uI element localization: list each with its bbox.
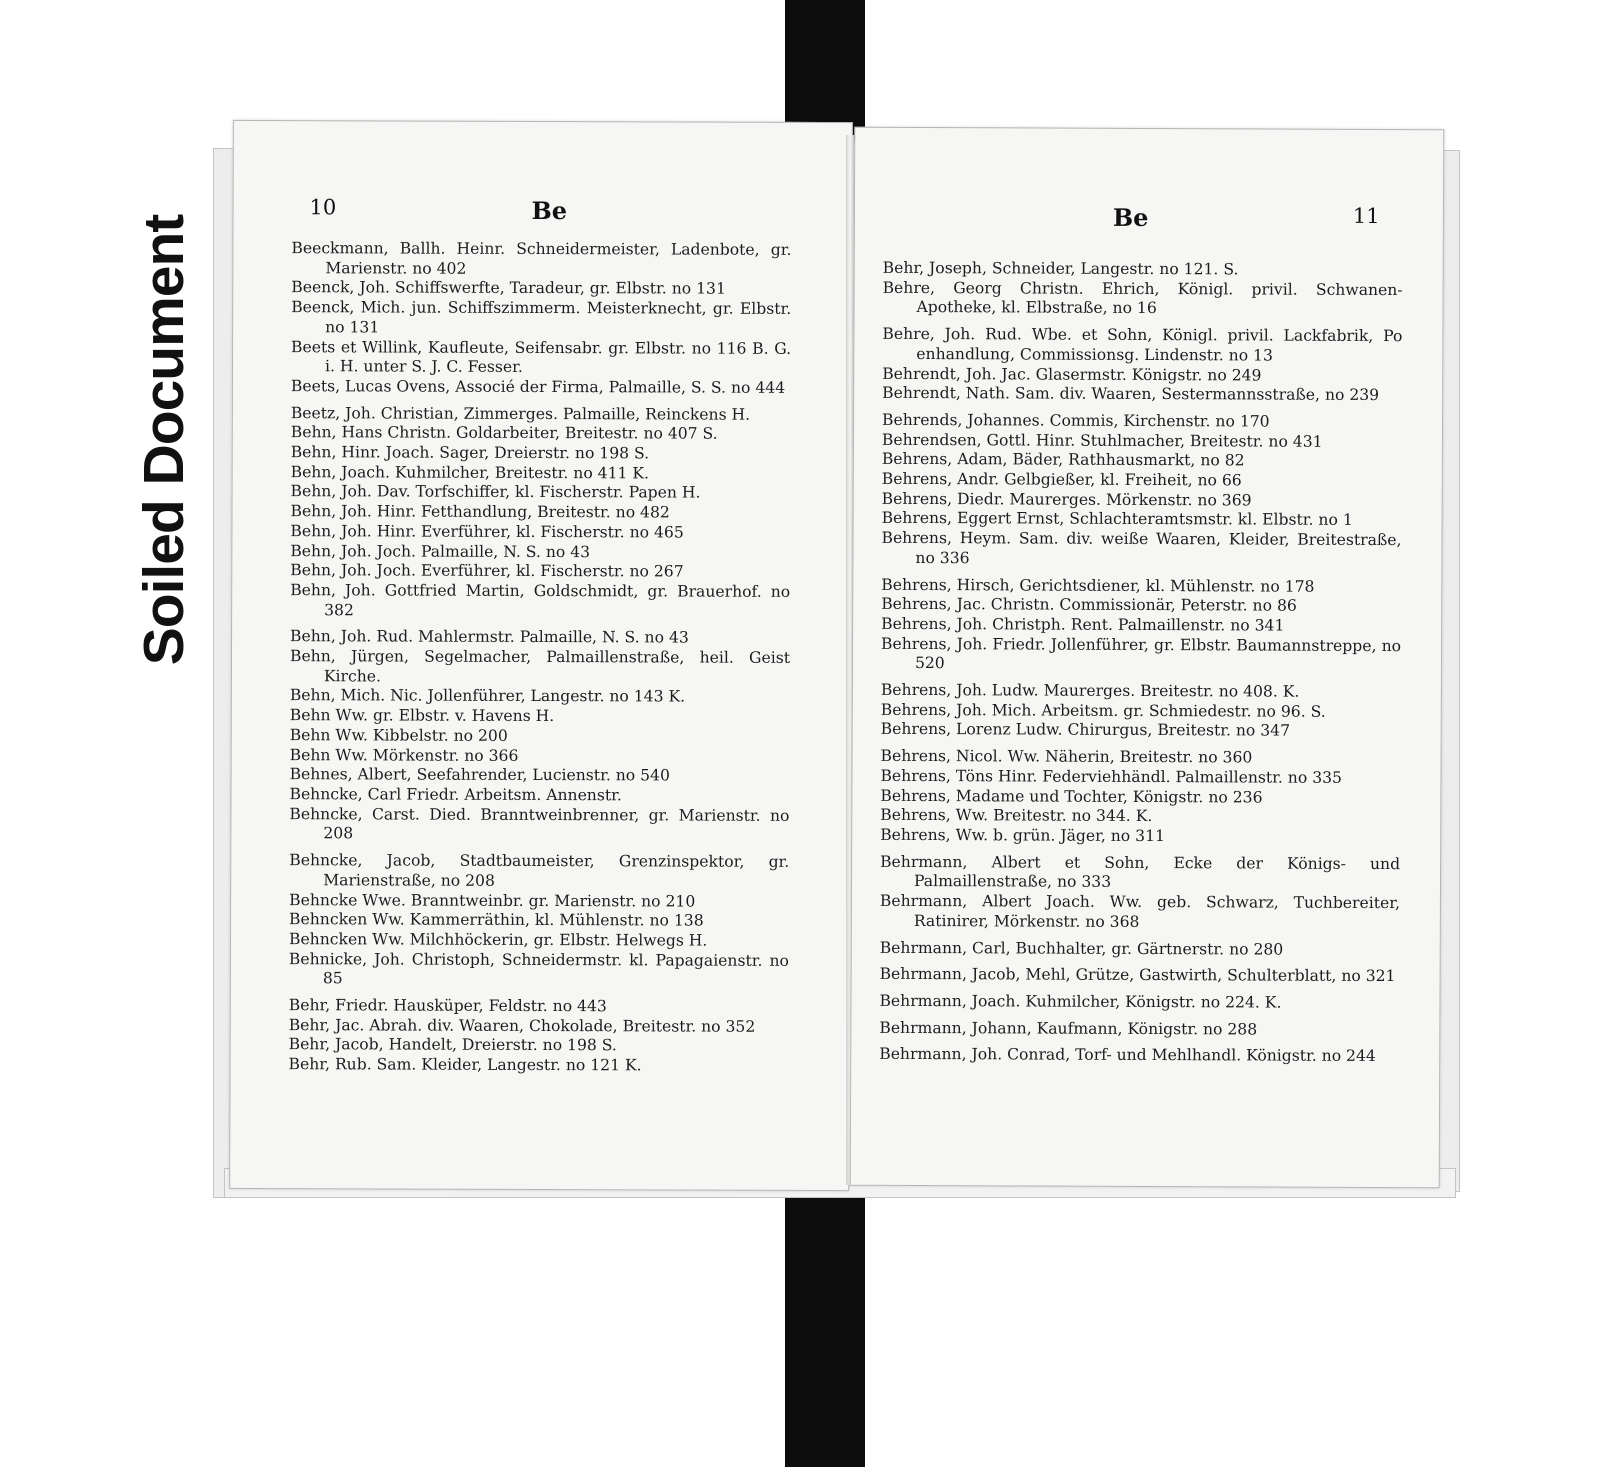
- directory-entry: Behn Ww. Kibbelstr. no 200: [289, 725, 508, 745]
- directory-entry: Behrmann, Albert et Sohn, Ecke der Königs- und Palmaillenstraße, no 333: [880, 852, 1401, 892]
- directory-entry: Behncke, Carst. Died. Branntweinbrenner, gr. Marienstr. no 208: [289, 804, 790, 843]
- directory-entry: Behn, Joh. Joch. Everführer, kl. Fischerstr. no 267: [290, 561, 684, 581]
- directory-entry: Behrens, Heym. Sam. div. weiße Waaren, Kleider, Breitestraße, no 336: [881, 528, 1402, 568]
- directory-entry: Beenck, Mich. jun. Schiffszimmerm. Meisterknecht, gr. Elbstr. no 131: [291, 298, 792, 337]
- directory-entry: Behrmann, Albert Joach. Ww. geb. Schwarz, Tuchbereiter, Ratinirer, Mörkenstr. no 368: [879, 891, 1400, 931]
- directory-entry: Behrmann, Joach. Kuhmilcher, Königstr. no 224. K.: [879, 991, 1282, 1012]
- directory-entry: Behrendsen, Gottl. Hinr. Stuhlmacher, Breitestr. no 431: [881, 430, 1323, 451]
- directory-entry: Behrens, Ww. b. grün. Jäger, no 311: [880, 825, 1165, 846]
- directory-entry: Behn Ww. gr. Elbstr. v. Havens H.: [289, 706, 555, 726]
- directory-entry: Behrens, Joh. Mich. Arbeitsm. gr. Schmiedestr. no 96. S.: [880, 700, 1326, 721]
- directory-entry: Behn, Hans Christn. Goldarbeiter, Breitestr. no 407 S.: [290, 423, 718, 443]
- directory-entry: Behrens, Diedr. Maurerges. Mörkenstr. no 369: [881, 489, 1252, 510]
- directory-entry: Beets et Willink, Kaufleute, Seifensabr. gr. Elbstr. no 116 B. G. i. H. unter S. J. C. Fesser.: [291, 337, 792, 377]
- left-page: [229, 120, 853, 1191]
- soiled-document-stamp: [124, 190, 204, 690]
- directory-entry: Behrmann, Jacob, Mehl, Grütze, Gastwirth, Schulterblatt, no 321: [879, 965, 1396, 986]
- directory-entry: Behn, Joh. Gottfried Martin, Goldschmidt, gr. Brauerhof. no 382: [290, 581, 791, 620]
- directory-entry: Behr, Joseph, Schneider, Langestr. no 121. S.: [882, 258, 1239, 279]
- directory-entry: Behre, Joh. Rud. Wbe. et Sohn, Königl. privil. Lackfabrik, Po enhandlung, Commissionsg. Lindenstr. no 13: [882, 324, 1403, 365]
- directory-entry: Behncken Ww. Kammerräthin, kl. Mühlenstr. no 138: [289, 910, 704, 930]
- directory-entry: Behnicke, Joh. Christoph, Schneidermstr. kl. Papagaienstr. no 85: [288, 949, 789, 988]
- directory-entries: [289, 239, 792, 1077]
- directory-entry: Behrens, Hirsch, Gerichtsdiener, kl. Mühlenstr. no 178: [881, 575, 1315, 596]
- directory-entry: Behn, Joh. Dav. Torfschiffer, kl. Fischerstr. Papen H.: [290, 482, 701, 502]
- stamp-text: Soiled Document: [132, 214, 196, 666]
- directory-entry: Behrendt, Nath. Sam. div. Waaren, Sestermannsstraße, no 239: [882, 384, 1380, 405]
- directory-entry: Behrendt, Joh. Jac. Glasermstr. Königstr. no 249: [882, 364, 1262, 385]
- directory-entry: Beetz, Joh. Christian, Zimmerges. Palmaille, Reinckens H.: [290, 403, 751, 424]
- directory-entry: Behrens, Madame und Tochter, Königstr. no 236: [880, 786, 1263, 807]
- directory-entry: Behncke, Jacob, Stadtbaumeister, Grenzinspektor, gr. Marienstraße, no 208: [289, 851, 790, 890]
- directory-entry: Behn, Joach. Kuhmilcher, Breitestr. no 411 K.: [290, 462, 650, 483]
- directory-entry: Behrens, Ww. Breitestr. no 344. K.: [880, 806, 1153, 826]
- directory-entry: Behn, Joh. Joch. Palmaille, N. S. no 43: [290, 541, 591, 561]
- directory-entry: Behrens, Joh. Ludw. Maurerges. Breitestr. no 408. K.: [880, 680, 1300, 701]
- page-number: 11: [1352, 203, 1380, 229]
- directory-entry: Behrens, Andr. Gelbgießer, kl. Freiheit, no 66: [881, 469, 1242, 490]
- directory-entry: Behrens, Jac. Christn. Commissionär, Peterstr. no 86: [881, 595, 1297, 615]
- directory-entry: Behr, Jac. Abrah. div. Waaren, Chokolade, Breitestr. no 352: [288, 1015, 756, 1036]
- directory-entry: Behn, Joh. Hinr. Everführer, kl. Fischerstr. no 465: [290, 521, 684, 542]
- directory-entry: Behncke Wwe. Branntweinbr. gr. Marienstr. no 210: [289, 890, 696, 911]
- directory-entry: Beeckmann, Ballh. Heinr. Schneidermeister, Ladenbote, gr. Marienstr. no 402: [291, 239, 792, 278]
- directory-entry: Behrens, Lorenz Ludw. Chirurgus, Breitestr. no 347: [880, 720, 1291, 741]
- directory-entry: Behrens, Adam, Bäder, Rathhausmarkt, no 82: [881, 450, 1245, 470]
- directory-entry: Behr, Friedr. Hausküper, Feldstr. no 443: [288, 996, 607, 1016]
- binding-tape-bottom: [785, 1185, 865, 1467]
- directory-entries: [879, 259, 1403, 1067]
- directory-entry: Behn, Joh. Rud. Mahlermstr. Palmaille, N. S. no 43: [290, 627, 689, 647]
- directory-entry: Beets, Lucas Ovens, Associé der Firma, Palmaille, S. S. no 444: [290, 377, 786, 397]
- directory-entry: Behrens, Nicol. Ww. Näherin, Breitestr. no 360: [880, 747, 1253, 767]
- directory-entry: Behrens, Joh. Friedr. Jollenführer, gr. Elbstr. Baumannstreppe, no 520: [881, 634, 1402, 673]
- page-heading: Be: [1112, 202, 1149, 233]
- directory-entry: Behrmann, Joh. Conrad, Torf- und Mehlhandl. Königstr. no 244: [879, 1045, 1376, 1066]
- directory-entry: Behr, Rub. Sam. Kleider, Langestr. no 121 K.: [288, 1055, 642, 1075]
- directory-entry: Behn Ww. Mörkenstr. no 366: [289, 745, 519, 765]
- directory-entry: Behrmann, Johann, Kaufmann, Königstr. no 288: [879, 1018, 1258, 1039]
- directory-entry: Behncken Ww. Milchhöckerin, gr. Elbstr. Helwegs H.: [288, 930, 708, 950]
- page-heading: Be: [531, 195, 568, 226]
- directory-entry: Behn, Joh. Hinr. Fetthandlung, Breitestr. no 482: [290, 502, 670, 522]
- directory-entry: Behrens, Töns Hinr. Federviehhändl. Palmaillenstr. no 335: [880, 766, 1343, 787]
- directory-entry: Behn, Jürgen, Segelmacher, Palmaillenstraße, heil. Geist Kirche.: [289, 647, 791, 686]
- directory-entry: Beenck, Joh. Schiffswerfte, Taradeur, gr. Elbstr. no 131: [291, 278, 726, 299]
- right-page: [850, 127, 1445, 1189]
- directory-entry: Behrends, Johannes. Commis, Kirchenstr. no 170: [881, 410, 1270, 431]
- binding-tape-top: [785, 0, 865, 142]
- directory-entry: Behrmann, Carl, Buchhalter, gr. Gärtnerstr. no 280: [879, 938, 1284, 959]
- directory-entry: Behrens, Eggert Ernst, Schlachteramtsmstr. kl. Elbstr. no 1: [881, 509, 1353, 530]
- page-number: 10: [309, 195, 337, 220]
- directory-entry: Behn, Mich. Nic. Jollenführer, Langestr. no 143 K.: [289, 686, 686, 706]
- directory-entry: Behrens, Joh. Christph. Rent. Palmaillenstr. no 341: [881, 614, 1285, 635]
- directory-entry: Behn, Hinr. Joach. Sager, Dreierstr. no 198 S.: [290, 443, 650, 463]
- directory-entry: Behr, Jacob, Handelt, Dreierstr. no 198 S.: [288, 1035, 617, 1055]
- directory-entry: Behre, Georg Christn. Ehrich, Königl. privil. Schwanen-Apotheke, kl. Elbstraße, no 16: [882, 278, 1403, 318]
- directory-entry: Behnes, Albert, Seefahrender, Lucienstr. no 540: [289, 765, 670, 785]
- directory-entry: Behncke, Carl Friedr. Arbeitsm. Annenstr.: [289, 785, 622, 805]
